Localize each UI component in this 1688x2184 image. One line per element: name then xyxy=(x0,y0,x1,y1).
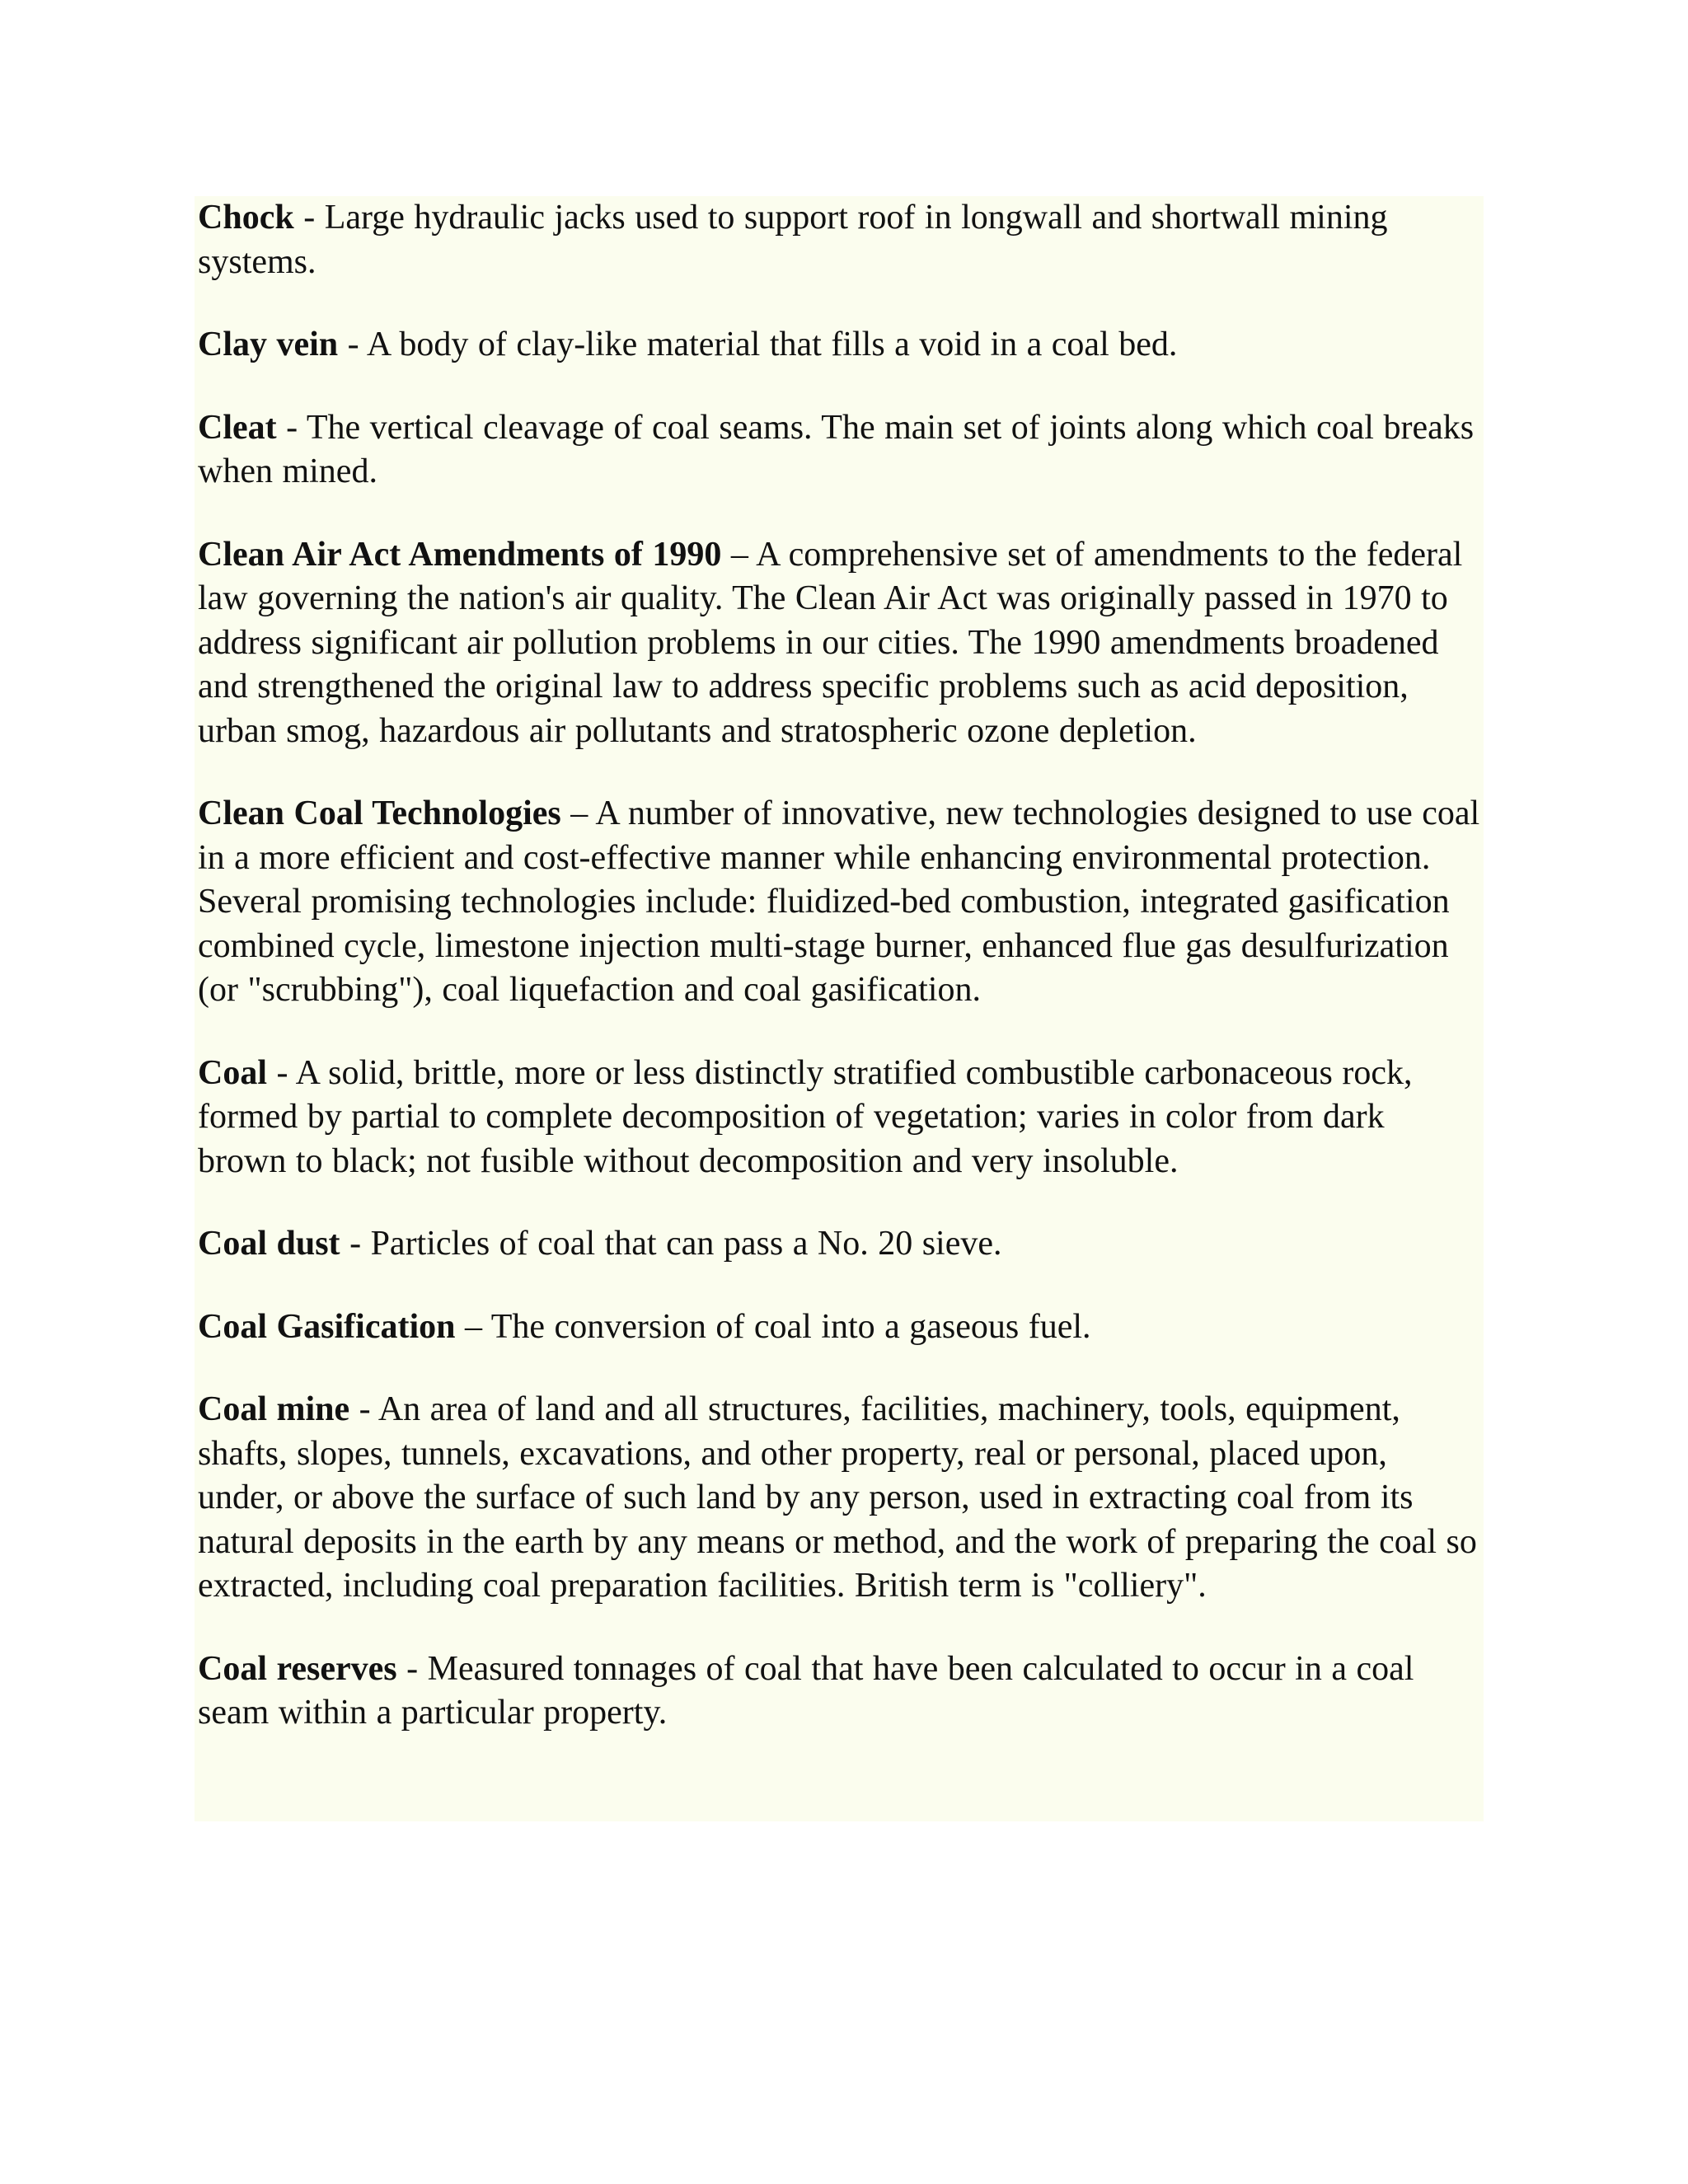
glossary-entry-coal-dust xyxy=(198,1222,1480,1267)
glossary-entry-coal-reserves xyxy=(198,1647,1480,1736)
glossary-definition: A comprehensive set of amendments to the federal law governing the nation's air quality. The Clean Air Act was originally passed in 1970 to address significant air pollution problems in our cities. The 1990 amendments broadened and strengthened the original law to address specific problems such as acid deposition, urban smog, hazardous air pollutants and stratospheric ozone depletion. xyxy=(198,535,1463,750)
glossary-definition: A solid, brittle, more or less distinctly stratified combustible carbonaceous rock, formed by partial to complete decomposition of vegetation; varies in color from dark brown to black; not fusible without decomposition and very insoluble. xyxy=(198,1053,1413,1180)
glossary-term: Clean Air Act Amendments of 1990 xyxy=(198,535,722,574)
glossary-definition: Measured tonnages of coal that have been calculated to occur in a coal seam within a particular property. xyxy=(198,1649,1414,1732)
glossary-definition: A body of clay-like material that fills a void in a coal bed. xyxy=(366,326,1178,363)
glossary-entry-cleat xyxy=(198,406,1480,494)
glossary-term: Cleat xyxy=(198,408,277,447)
glossary-entry-clean-air-act xyxy=(198,533,1480,754)
glossary-definition: The conversion of coal into a gaseous fuel. xyxy=(490,1307,1091,1346)
glossary-term: Clean Coal Technologies xyxy=(198,794,561,832)
term-separator: - xyxy=(276,408,307,447)
term-separator: – xyxy=(560,794,596,832)
term-separator: - xyxy=(340,1225,371,1263)
glossary-entry-coal-gasification xyxy=(198,1305,1480,1350)
term-separator: - xyxy=(293,199,325,237)
glossary-entry-clean-coal-technologies xyxy=(198,792,1480,1013)
glossary-definition: Particles of coal that can pass a No. 20 sieve. xyxy=(370,1225,1002,1263)
glossary-definition: An area of land and all structures, facilities, machinery, tools, equipment, shafts, slopes, tunnels, excavations, and other property, real or personal, placed upon, under, or above the surface of such land by any person, used in extracting coal from its natural deposits in the earth by any means or method, and the work of preparing the coal so extracted, including coal preparation facilities. British term is "colliery". xyxy=(198,1390,1477,1605)
glossary-term: Coal Gasification xyxy=(198,1307,456,1346)
glossary-term: Coal reserves xyxy=(198,1649,397,1688)
glossary-entry-coal-mine xyxy=(198,1388,1480,1609)
glossary-term: Coal dust xyxy=(198,1225,340,1263)
glossary-entry-chock xyxy=(198,196,1480,284)
term-separator: – xyxy=(721,535,757,574)
glossary-definition: The vertical cleavage of coal seams. The main set of joints along which coal breaks when mined. xyxy=(198,408,1475,490)
term-separator: - xyxy=(396,1649,428,1688)
glossary-entry-clay-vein xyxy=(198,323,1480,368)
term-separator: – xyxy=(455,1307,491,1346)
glossary-term: Clay vein xyxy=(198,326,339,363)
glossary-definition: A number of innovative, new technologies designed to use coal in a more efficient and cost-effective manner while enhancing environmental protection. Several promising technologies include: fluidized-bed combustion, integrated gasification combined cycle, limestone injection multi-stage burner, enhanced flue gas desulfurization (or "scrubbing"), coal liquefaction and coal gasification. xyxy=(198,794,1480,1009)
term-separator: - xyxy=(267,1053,296,1092)
glossary-entry-coal xyxy=(198,1052,1480,1184)
glossary-definition: Large hydraulic jacks used to support roof in longwall and shortwall mining systems. xyxy=(198,199,1388,281)
term-separator: - xyxy=(349,1390,378,1428)
term-separator: - xyxy=(338,326,367,363)
glossary-panel xyxy=(195,196,1484,1821)
glossary-term: Coal xyxy=(198,1053,267,1092)
glossary-term: Chock xyxy=(198,199,294,237)
glossary-term: Coal mine xyxy=(198,1390,350,1428)
